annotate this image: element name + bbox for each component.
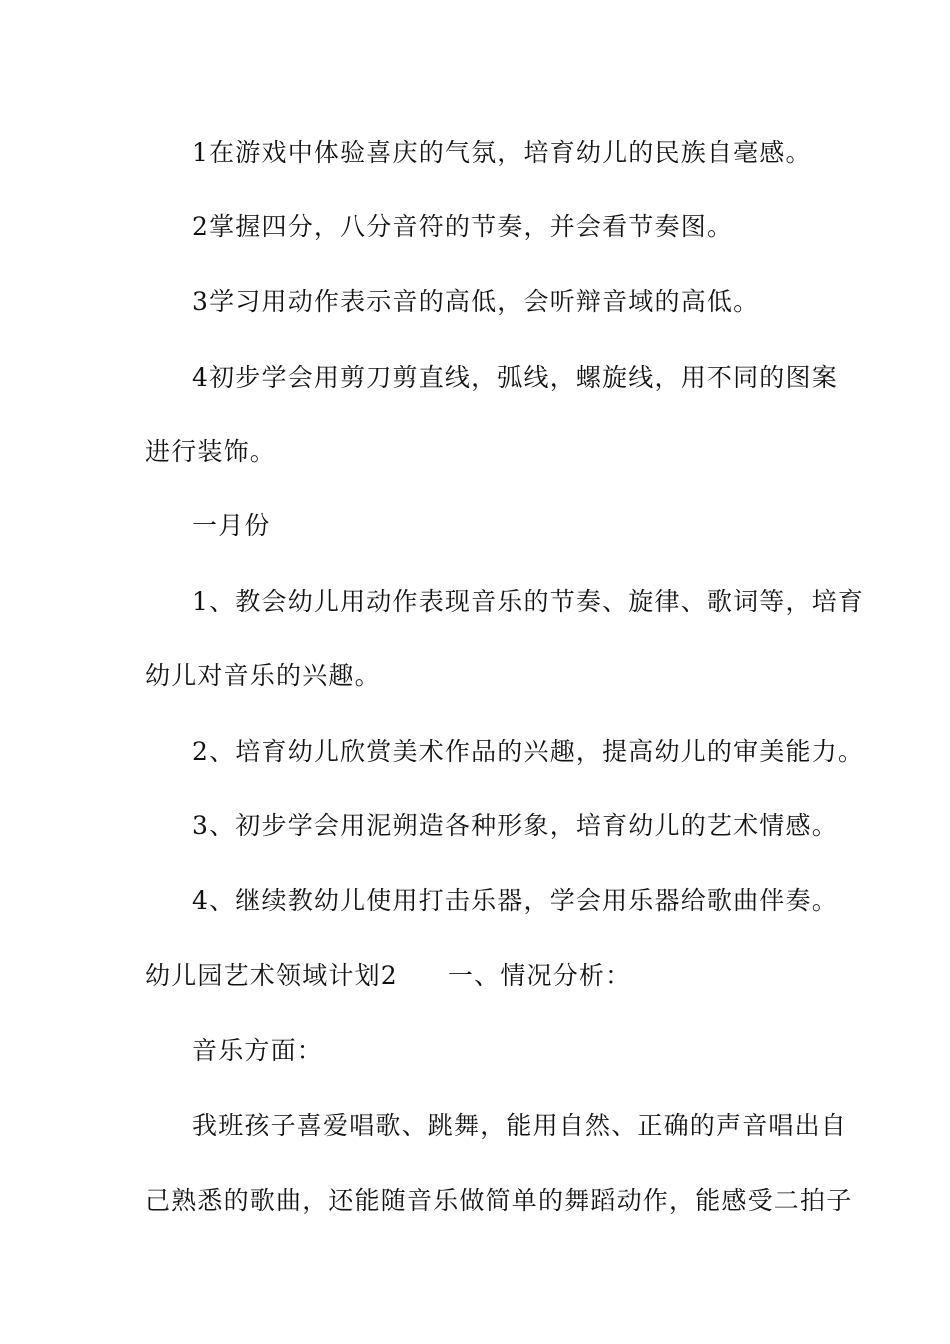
goal-3: 3学习用动作表示音的高低，会听辩音域的高低。 xyxy=(192,287,760,316)
january-item-3: 3、初步学会用泥朔造各种形象，培育幼儿的艺术情感。 xyxy=(192,811,838,840)
january-item-4: 4、继续教幼儿使用打击乐器，学会用乐器给歌曲伴奏。 xyxy=(192,886,838,915)
goal-1: 1在游戏中体验喜庆的气氛，培育幼儿的民族自毫感。 xyxy=(192,138,812,167)
january-item-1-line-2: 幼儿对音乐的兴趣。 xyxy=(145,661,381,690)
january-item-1-line-1: 1、教会幼儿用动作表现音乐的节奏、旋律、歌词等，培育 xyxy=(192,587,865,616)
paragraph-line-2: 己熟悉的歌曲，还能随音乐做简单的舞蹈动作，能感受二拍子 xyxy=(145,1186,853,1215)
goal-4-line-2: 进行装饰。 xyxy=(145,437,277,466)
january-item-2: 2、培育幼儿欣赏美术作品的兴趣，提高幼儿的审美能力。 xyxy=(192,737,865,766)
situation-heading: 一、情况分析： xyxy=(447,961,632,990)
goal-4-line-1: 4初步学会用剪刀剪直线，弧线，螺旋线，用不同的图案 xyxy=(192,363,838,392)
section-title-line xyxy=(145,960,631,992)
music-subheading: 音乐方面： xyxy=(192,1036,324,1065)
month-heading: 一月份 xyxy=(192,511,271,540)
goal-2: 2掌握四分，八分音符的节奏，并会看节奏图。 xyxy=(192,212,734,241)
paragraph-line-1: 我班孩子喜爱唱歌、跳舞，能用自然、正确的声音唱出自 xyxy=(192,1111,848,1140)
plan-title: 幼儿园艺术领域计划2 xyxy=(145,961,398,990)
